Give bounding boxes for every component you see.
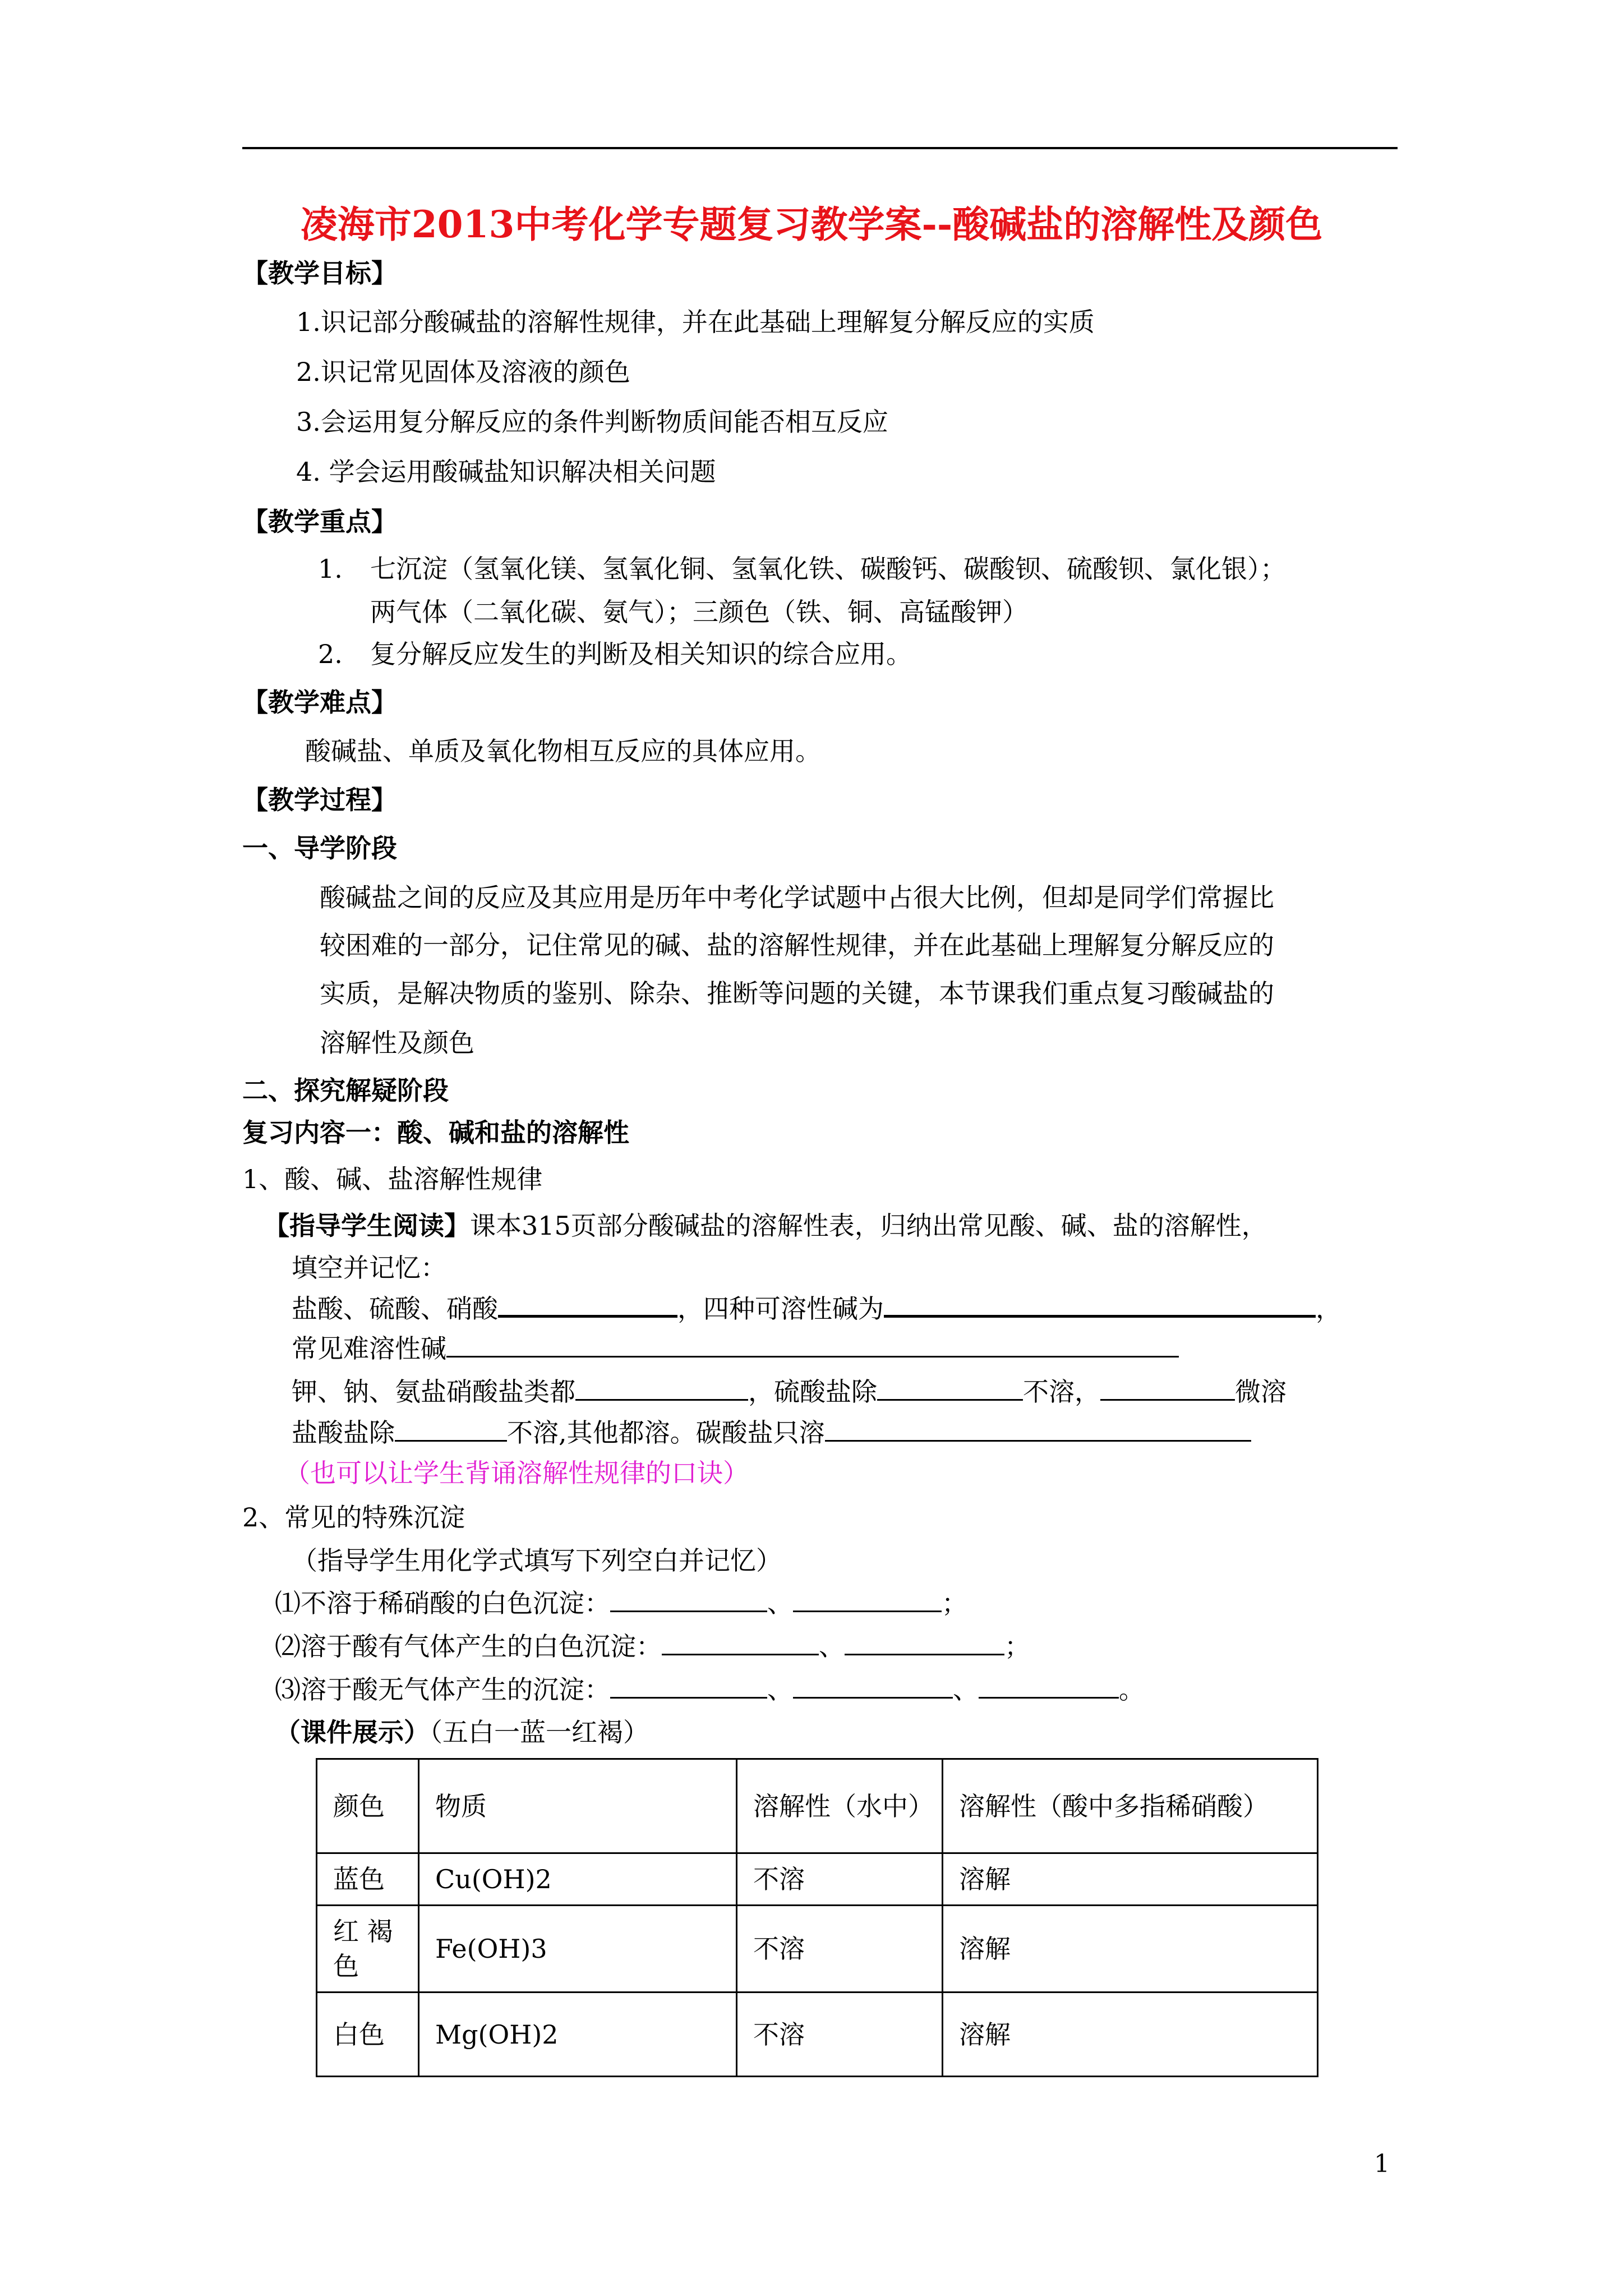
blank-q2-2[interactable] [845,1629,1004,1655]
table-header-cell: 溶解性（酸中多指稀硝酸） [943,1759,1318,1853]
blank-acids[interactable] [498,1290,677,1318]
table-cell-water: 不溶 [737,1906,943,1993]
fill-1-text-b: ，四种可溶性碱为 [677,1294,884,1324]
question-2-separator: 、 [819,1631,845,1662]
table-header-cell: 颜色 [317,1759,419,1853]
key-point-2-number: 2. [318,639,343,669]
fill-3-text-b: ，硫酸盐除 [748,1377,877,1407]
fill-4-text-b: 不溶,其他都溶。碳酸盐只溶 [507,1418,825,1448]
stage-1-line-3: 实质，是解决物质的鉴别、除杂、推断等问题的关键，本节课我们重点复习酸碱盐的 [320,978,1274,1009]
review-1-heading: 复习内容一：酸、碱和盐的溶解性 [242,1117,629,1148]
blank-q3-3[interactable] [979,1672,1119,1699]
fill-3-text-a: 钾、钠、氨盐硝酸盐类都 [292,1377,575,1407]
fill-4-text-a: 盐酸盐除 [292,1418,395,1448]
question-1 [275,1586,967,1620]
table-cell-color: 白色 [317,1993,419,2077]
stage-1-line-2: 较困难的一部分，记住常见的碱、盐的溶解性规律，并在此基础上理解复分解反应的 [320,930,1274,960]
table-header-row [317,1759,1318,1853]
question-3-separator-1: 、 [767,1674,793,1705]
question-1-separator: 、 [767,1588,793,1618]
blank-sulfate-insoluble[interactable] [877,1374,1023,1401]
table-cell-acid: 溶解 [943,1993,1318,2077]
fill-1-text-c: ， [1316,1294,1341,1324]
blank-chloride[interactable] [395,1415,507,1442]
fill-line-1 [292,1290,1341,1326]
precipitate-table [316,1758,1318,2077]
blank-q3-2[interactable] [793,1672,953,1699]
question-2-end: ； [1004,1631,1030,1662]
fill-2-text: 常见难溶性碱 [292,1333,446,1364]
fill-3-text-d: 微溶 [1235,1377,1287,1407]
objective-item-2: 2.识记常见固体及溶液的颜色 [296,357,630,387]
blank-carbonate[interactable] [825,1415,1251,1442]
page-number: 1 [1374,2150,1390,2178]
table-row [317,1906,1318,1993]
table-header-cell: 溶解性（水中） [737,1759,943,1853]
fill-3-text-c: 不溶， [1023,1377,1100,1407]
table-cell-color: 蓝色 [317,1853,419,1906]
objectives-heading: 【教学目标】 [242,258,397,288]
blank-q2-1[interactable] [662,1629,819,1655]
blank-q3-1[interactable] [610,1672,767,1699]
table-cell-water: 不溶 [737,1993,943,2077]
page-title: 凌海市2013中考化学专题复习教学案--酸碱盐的溶解性及颜色 [300,203,1323,246]
guide-reading-label: 【指导学生阅读】 [264,1211,470,1241]
courseware-text: （五白一蓝一红褐） [430,1717,649,1747]
recite-note: （也可以让学生背诵溶解性规律的口诀） [284,1458,749,1488]
question-3-text: ⑶溶于酸无气体产生的沉淀： [275,1674,610,1705]
key-point-1-number: 1. [318,554,343,584]
objective-item-1: 1.识记部分酸碱盐的溶解性规律，并在此基础上理解复分解反应的实质 [296,307,1095,337]
table-cell-acid: 溶解 [943,1906,1318,1993]
fill-line-4 [292,1415,1251,1450]
table-cell-acid: 溶解 [943,1853,1318,1906]
objective-item-4: 4. 学会运用酸碱盐知识解决相关问题 [296,457,716,487]
table-cell-substance: Mg(OH)2 [419,1993,737,2077]
table-cell-color: 红 褐色 [317,1906,419,1993]
table-cell-substance: Fe(OH)3 [419,1906,737,1993]
stage-1-line-1: 酸碱盐之间的反应及其应用是历年中考化学试题中占很大比例，但却是同学们常握比 [320,882,1274,913]
rule-heading: 1、酸、碱、盐溶解性规律 [242,1164,543,1194]
blank-soluble-bases[interactable] [884,1290,1316,1318]
blank-q1-2[interactable] [793,1586,942,1612]
question-3-separator-2: 、 [953,1674,979,1705]
stage-2-heading: 二、探究解疑阶段 [242,1075,449,1106]
stage-1-heading: 一、导学阶段 [242,833,397,863]
blank-nitrates[interactable] [575,1374,748,1401]
process-heading: 【教学过程】 [242,785,397,815]
objective-item-3: 3.会运用复分解反应的条件判断物质间能否相互反应 [296,407,888,437]
question-3 [275,1672,1145,1706]
table-header-cell: 物质 [419,1759,737,1853]
blank-insoluble-bases[interactable] [446,1331,1179,1358]
question-3-end: 。 [1119,1674,1145,1705]
difficulties-heading: 【教学难点】 [242,687,397,717]
question-1-end: ； [942,1588,967,1618]
question-2-text: ⑵溶于酸有气体产生的白色沉淀： [275,1631,662,1662]
fill-line-3 [292,1374,1287,1409]
precipitate-guide: （指导学生用化学式填写下列空白并记忆） [292,1545,782,1576]
key-points-heading: 【教学重点】 [242,507,397,537]
blank-q1-1[interactable] [610,1586,767,1612]
fill-line-2 [292,1331,1179,1365]
key-point-1-line-1: 七沉淀（氢氧化镁、氢氧化铜、氢氧化铁、碳酸钙、碳酸钡、硫酸钡、氯化银）； [370,554,1286,584]
courseware-line [275,1715,649,1749]
question-2 [275,1629,1030,1663]
table-row [317,1993,1318,2077]
table-cell-water: 不溶 [737,1853,943,1906]
key-point-1-line-2: 两气体（二氧化碳、氨气）；三颜色（铁、铜、高锰酸钾） [370,597,1028,627]
difficulties-text: 酸碱盐、单质及氧化物相互反应的具体应用。 [305,736,821,766]
precipitate-heading: 2、常见的特殊沉淀 [242,1502,465,1533]
courseware-label: （课件展示） [275,1717,430,1747]
guide-reading-line [264,1209,1267,1243]
stage-1-line-4: 溶解性及颜色 [320,1028,474,1058]
table-cell-substance: Cu(OH)2 [419,1853,737,1906]
header-rule [242,147,1398,149]
key-point-2: 复分解反应发生的判断及相关知识的综合应用。 [370,639,912,669]
guide-reading-text-2: 填空并记忆： [292,1253,446,1283]
blank-sulfate-slightly[interactable] [1100,1374,1235,1401]
fill-1-text-a: 盐酸、硫酸、硝酸 [292,1294,498,1324]
table-row [317,1853,1318,1906]
guide-reading-text: 课本315页部分酸碱盐的溶解性表，归纳出常见酸、碱、盐的溶解性， [470,1211,1267,1241]
question-1-text: ⑴不溶于稀硝酸的白色沉淀： [275,1588,610,1618]
